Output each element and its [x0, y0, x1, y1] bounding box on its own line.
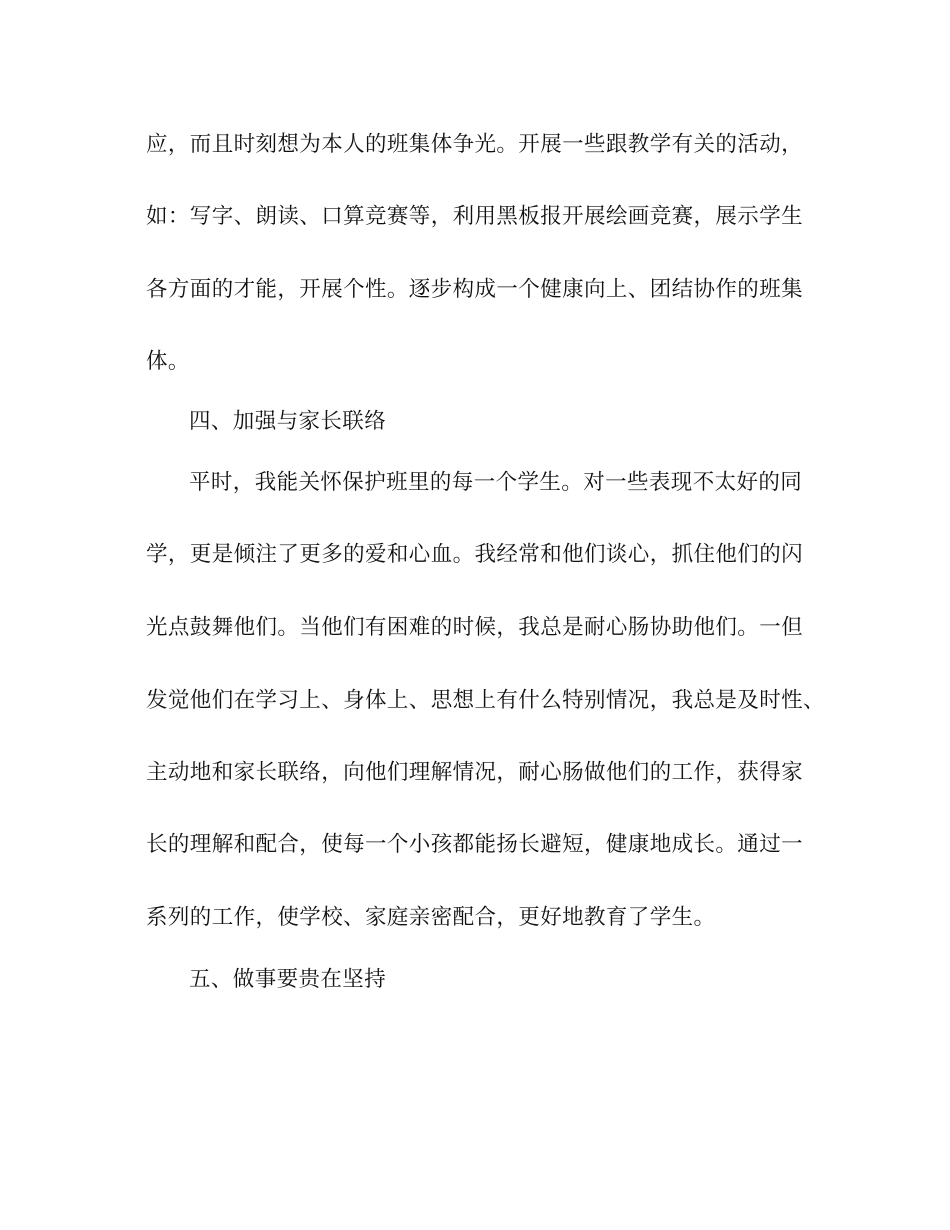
paragraph-line: 学，更是倾注了更多的爱和心血。我经常和他们谈心，抓住他们的闪 [146, 542, 804, 567]
paragraph-line: 平时，我能关怀保护班里的每一个学生。对一些表现不太好的同 [189, 470, 803, 495]
section-heading: 五、做事要贵在坚持 [189, 967, 387, 992]
paragraph-line: 长的理解和配合，使每一个小孩都能扬长避短，健康地成长。通过一 [146, 832, 804, 857]
paragraph-line: 各方面的才能，开展个性。逐步构成一个健康向上、团结协作的班集 [146, 277, 804, 302]
paragraph-line: 主动地和家长联络，向他们理解情况，耐心肠做他们的工作，获得家 [146, 760, 804, 785]
paragraph-line: 应，而且时刻想为本人的班集体争光。开展一些跟教学有关的活动， [146, 132, 804, 157]
section-heading: 四、加强与家长联络 [189, 409, 387, 434]
paragraph-line: 系列的工作，使学校、家庭亲密配合，更好地教育了学生。 [146, 905, 716, 930]
paragraph-line: 光点鼓舞他们。当他们有困难的时候，我总是耐心肠协助他们。一但 [146, 615, 804, 640]
paragraph-line: 体。 [146, 349, 190, 374]
paragraph-line: 如：写字、朗读、口算竞赛等，利用黑板报开展绘画竞赛，展示学生 [146, 204, 804, 229]
paragraph-line: 发觉他们在学习上、身体上、思想上有什么特别情况，我总是及时性、 [146, 688, 825, 713]
